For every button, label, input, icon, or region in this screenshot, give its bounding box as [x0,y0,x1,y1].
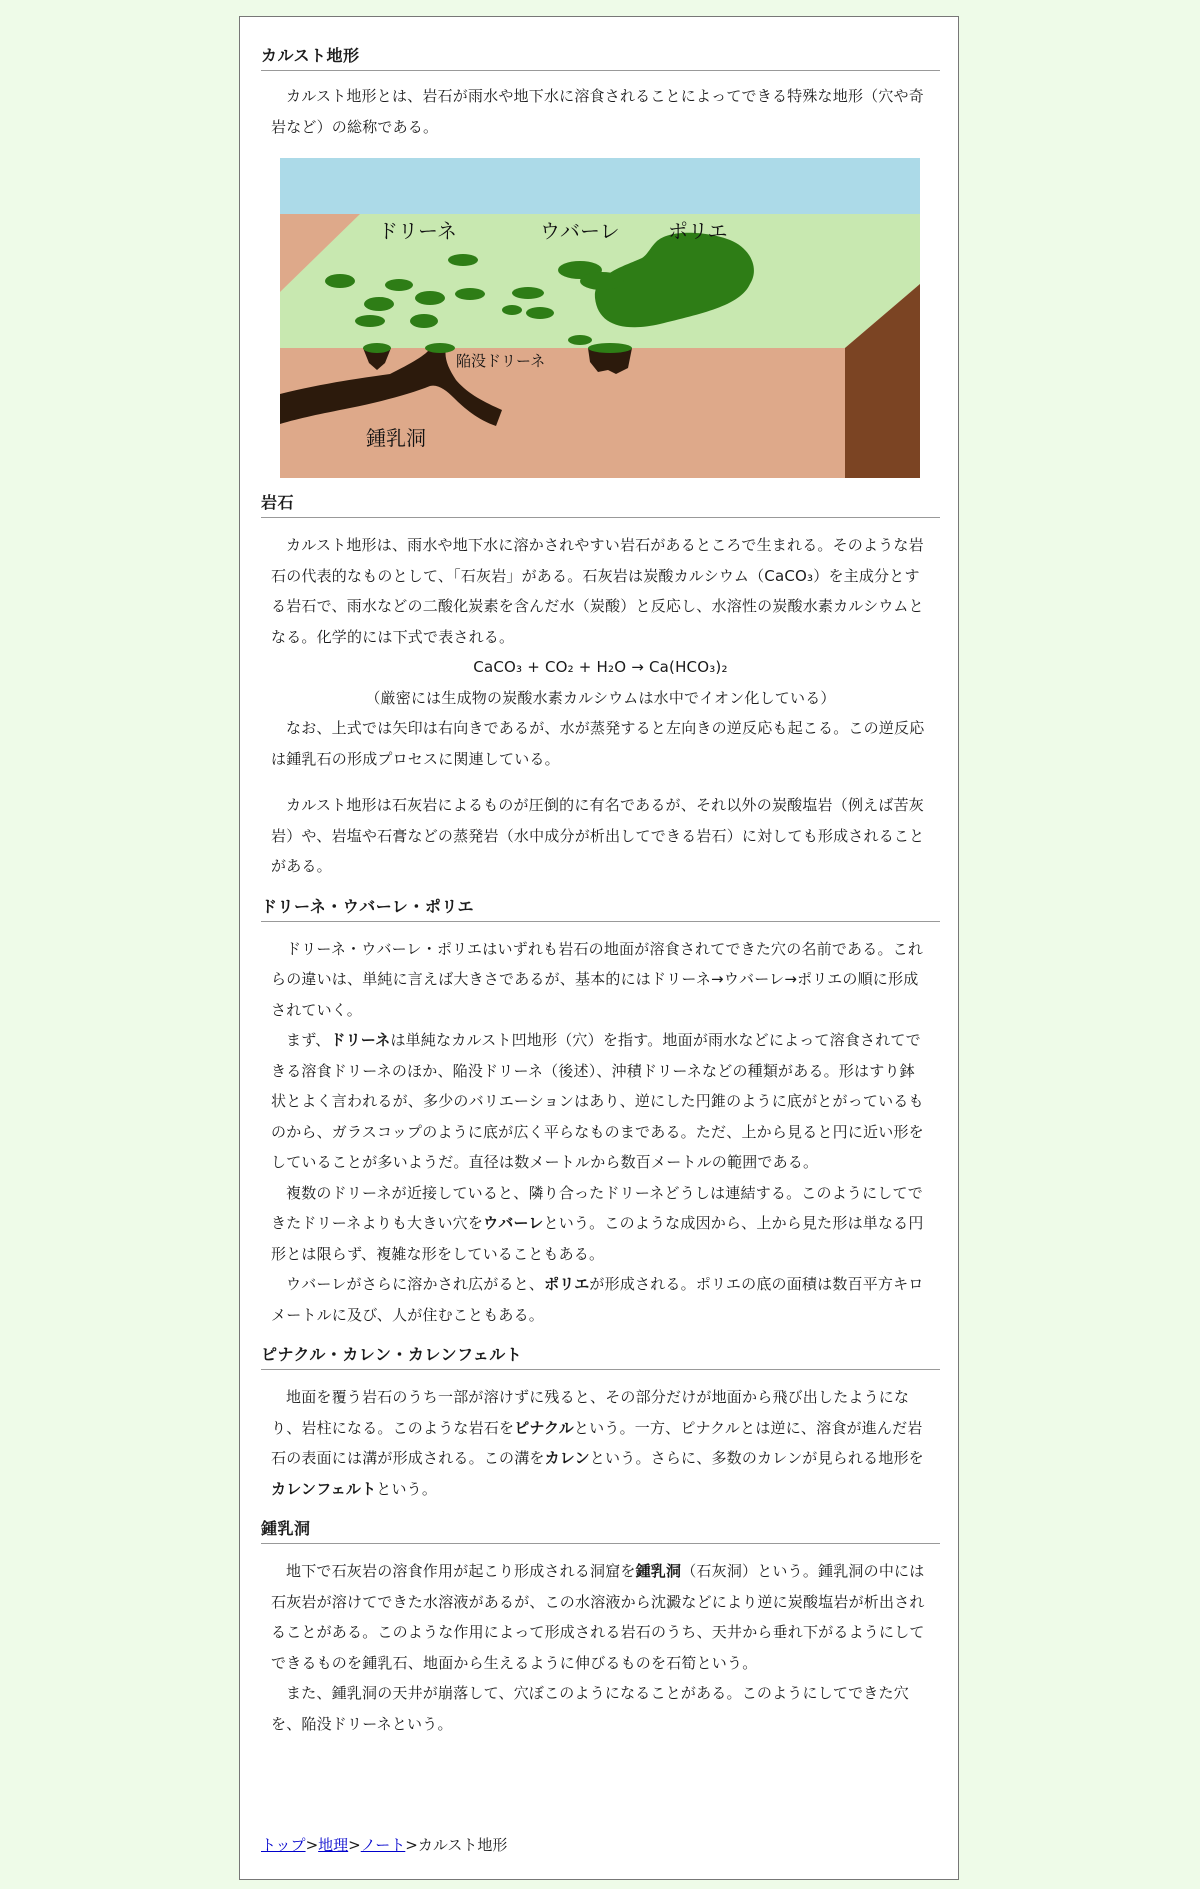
doline-paragraph-1: ドリーネ・ウバーレ・ポリエはいずれも岩石の地面が溶食されてできた穴の名前である。これらの違いは、単純に言えば大きさであるが、基本的にはドリーネ→ウバーレ→ポリエの順に形成されていく。 [271,939,924,1019]
pinnacle-paragraph: 地面を覆う岩石のうち一部が溶けずに残ると、その部分だけが地面から飛び出したようになり、岩柱になる。このような岩石をピナクルという。一方、ピナクルとは逆に、溶食が進んだ岩石の表面には溝が形成される。この溝をカレンという。さらに、多数のカレンが見られる地形をカレンフェルトという。 [271,1388,924,1498]
breadcrumb-current: カルスト地形 [417,1836,508,1854]
equation-note: （厳密には生成物の炭酸水素カルシウムは水中でイオン化している） [365,688,836,707]
sky [280,158,920,214]
label-collapse-doline: 陥没ドリーネ [456,353,546,370]
doline [448,254,478,266]
cave-paragraph-1: 地下で石灰岩の溶食作用が起こり形成される洞窟を鍾乳洞（石灰洞）という。鍾乳洞の中には石灰岩が溶けてできた水溶液があるが、この水溶液から沈澱などにより逆に炭酸塩岩が析出されることがある。このような作用によって形成される岩石のうち、天井から垂れ下がるようにしてできるものを鍾乳石、地面から生えるように伸びるものを石筍という。 [271,1562,925,1672]
doline-paragraph-3: 複数のドリーネが近接していると、隣り合ったドリーネどうしは連結する。このようにしてできたドリーネよりも大きい穴をウバーレという。このような成因から、上から見た形は単なる円形とは限らず、複雑な形をしていることもある。 [271,1183,924,1263]
rock-paragraph-3: カルスト地形は石灰岩によるものが圧倒的に有名であるが、それ以外の炭酸塩岩（例えば苦灰岩）や、岩塩や石膏などの蒸発岩（水中成分が析出してできる岩石）に対しても形成されることがある。 [271,796,925,875]
doline [385,279,413,291]
doline [364,297,394,311]
chemical-equation: CaCO₃ + CO₂ + H₂O → Ca(HCO₃)₂ [473,658,728,676]
doline-paragraph-2: まず、ドリーネは単純なカルスト凹地形（穴）を指す。地面が雨水などによって溶食されてできる溶食ドリーネのほか、陥没ドリーネ（後述）、沖積ドリーネなどの種類がある。形はすり鉢状とよく言われるが、多少のバリエーションはあり、逆にした円錐のように底がとがっているものから、ガラスコップのように底が広く平らなものまである。ただ、上から見ると円に近い形をしていることが多いようだ。直径は数メートルから数百メートルの範囲である。 [271,1031,924,1171]
label-uvala: ウバーレ [540,221,620,243]
breadcrumb-link-top[interactable]: トップ [261,1836,306,1854]
breadcrumb: トップ>地理>ノート>カルスト地形 [261,1836,508,1854]
doline [512,287,544,299]
intro-paragraph: カルスト地形とは、岩石が雨水や地下水に溶食されることによってできる特殊な地形（穴や奇岩など）の総称である。 [271,87,924,136]
page-title: カルスト地形 [261,43,940,71]
label-polje: ポリエ [668,221,728,243]
section-heading-rock: 岩石 [261,490,940,518]
breadcrumb-link-geography[interactable]: 地理 [318,1836,349,1854]
cave-paragraph-2: また、鍾乳洞の天井が崩落して、穴ぼこのようになることがある。このようにしてできた穴を、陥没ドリーネという。 [271,1684,909,1733]
section-heading-pinnacle: ピナクル・カレン・カレンフェルト [261,1342,940,1370]
label-doline: ドリーネ [378,221,457,243]
section-heading-doline: ドリーネ・ウバーレ・ポリエ [261,894,940,922]
doline [455,288,485,300]
doline [526,307,554,319]
doline-paragraph-4: ウバーレがさらに溶かされ広がると、ポリエが形成される。ポリエの底の面積は数百平方キロメートルに及び、人が住むこともある。 [271,1275,924,1324]
uvala-shape [580,272,624,290]
rock-paragraph-1: カルスト地形は、雨水や地下水に溶かされやすい岩石があるところで生まれる。そのような岩石の代表的なものとして、「石灰岩」がある。石灰岩は炭酸カルシウム（CaCO₃）を主成分とする岩石で、雨水などの二酸化炭素を含んだ水（炭酸）と反応し、水溶性の炭酸水素カルシウムとなる。化学的には下式で表される。 [271,536,924,646]
doline [355,315,385,327]
label-cave: 鍾乳洞 [366,428,426,450]
content-panel [239,16,959,1880]
rock-paragraph-2: なお、上式では矢印は右向きであるが、水が蒸発すると左向きの逆反応も起こる。この逆反応は鍾乳石の形成プロセスに関連している。 [271,719,925,768]
doline [415,291,445,305]
article [261,43,940,1739]
section-heading-cave: 鍾乳洞 [261,1516,940,1544]
doline [325,274,355,288]
doline [502,305,522,315]
karst-diagram [280,158,920,478]
doline [410,314,438,328]
breadcrumb-link-note[interactable]: ノート [360,1836,406,1854]
